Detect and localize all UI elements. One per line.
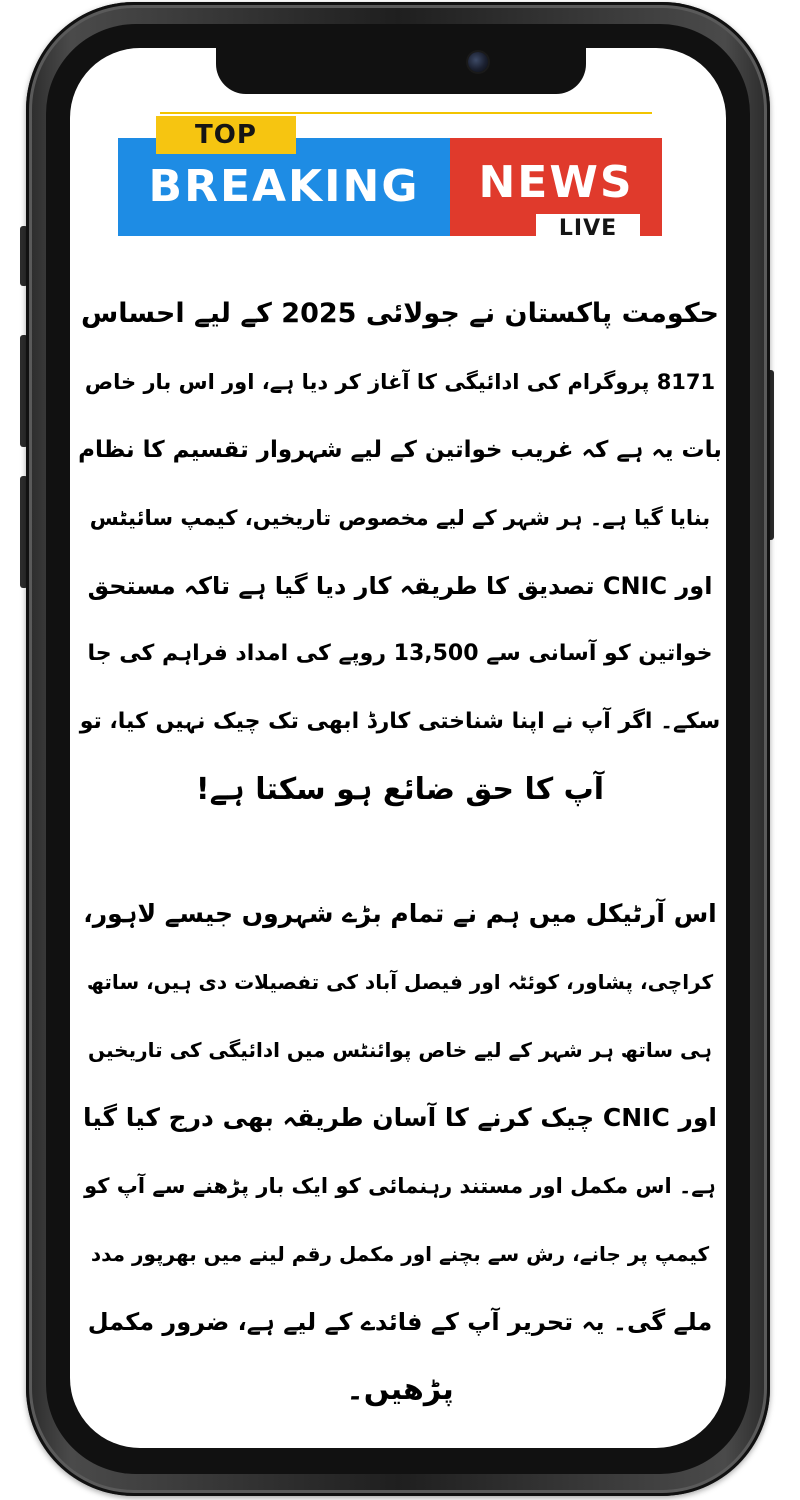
banner-breaking-label: BREAKING: [118, 138, 450, 236]
article-line: خواتین کو آسانی سے 13,500 روپے کی امداد فراہم کی جا: [87, 641, 713, 666]
article-line: ہی ساتھ ہر شہر کے لیے خاص پوائنٹس میں ادائیگی کی تاریخیں: [88, 1038, 712, 1062]
article-line: 8171 پروگرام کی ادائیگی کا آغاز کر دیا ہے، اور اس بار خاص: [84, 370, 716, 394]
banner-accent-line: [160, 112, 652, 114]
article-line: آپ کا حق ضائع ہو سکتا ہے!: [195, 772, 605, 807]
article-line: کیمپ پر جانے، رش سے بچنے اور مکمل رقم لینے میں بھرپور مدد: [90, 1242, 710, 1266]
article-line: بنایا گیا ہے۔ ہر شہر کے لیے مخصوص تاریخیں، کیمپ سائیٹس: [89, 506, 711, 530]
article-paragraph-2: [78, 880, 722, 1424]
article-line: حکومت پاکستان نے جولائی 2025 کے لیے احساس: [80, 298, 719, 329]
article-paragraph-1: [78, 280, 722, 824]
article-line: پڑھیں۔: [346, 1372, 454, 1407]
article-line: بات یہ ہے کہ غریب خواتین کے لیے شہروار تقسیم کا نظام: [78, 437, 722, 463]
banner-news-label: NEWS: [450, 138, 662, 236]
banner-live-tag: LIVE: [536, 214, 640, 244]
article-line: ہے۔ اس مکمل اور مستند رہنمائی کو ایک بار پڑھنے سے آپ کو: [84, 1174, 716, 1198]
breaking-news-banner: [118, 110, 662, 240]
article-line: اور CNIC چیک کرنے کا آسان طریقہ بھی درج کیا گیا: [82, 1103, 718, 1132]
camera-icon: [468, 52, 488, 72]
article-line: کراچی، پشاور، کوئٹہ اور فیصل آباد کی تفصیلات دی ہیں، ساتھ: [86, 970, 714, 994]
banner-top-tag: TOP: [156, 116, 296, 154]
article-line: اور CNIC تصدیق کا طریقہ کار دیا گیا ہے تاکہ مستحق: [87, 572, 713, 600]
article-line: سکے۔ اگر آپ نے اپنا شناختی کارڈ ابھی تک چیک نہیں کیا، تو: [79, 709, 721, 734]
article-line: ملے گی۔ یہ تحریر آپ کے فائدے کے لیے ہے، ضرور مکمل: [87, 1308, 713, 1336]
article-line: اس آرٹیکل میں ہم نے تمام بڑے شہروں جیسے لاہور،: [83, 899, 717, 928]
phone-notch: [216, 48, 586, 94]
